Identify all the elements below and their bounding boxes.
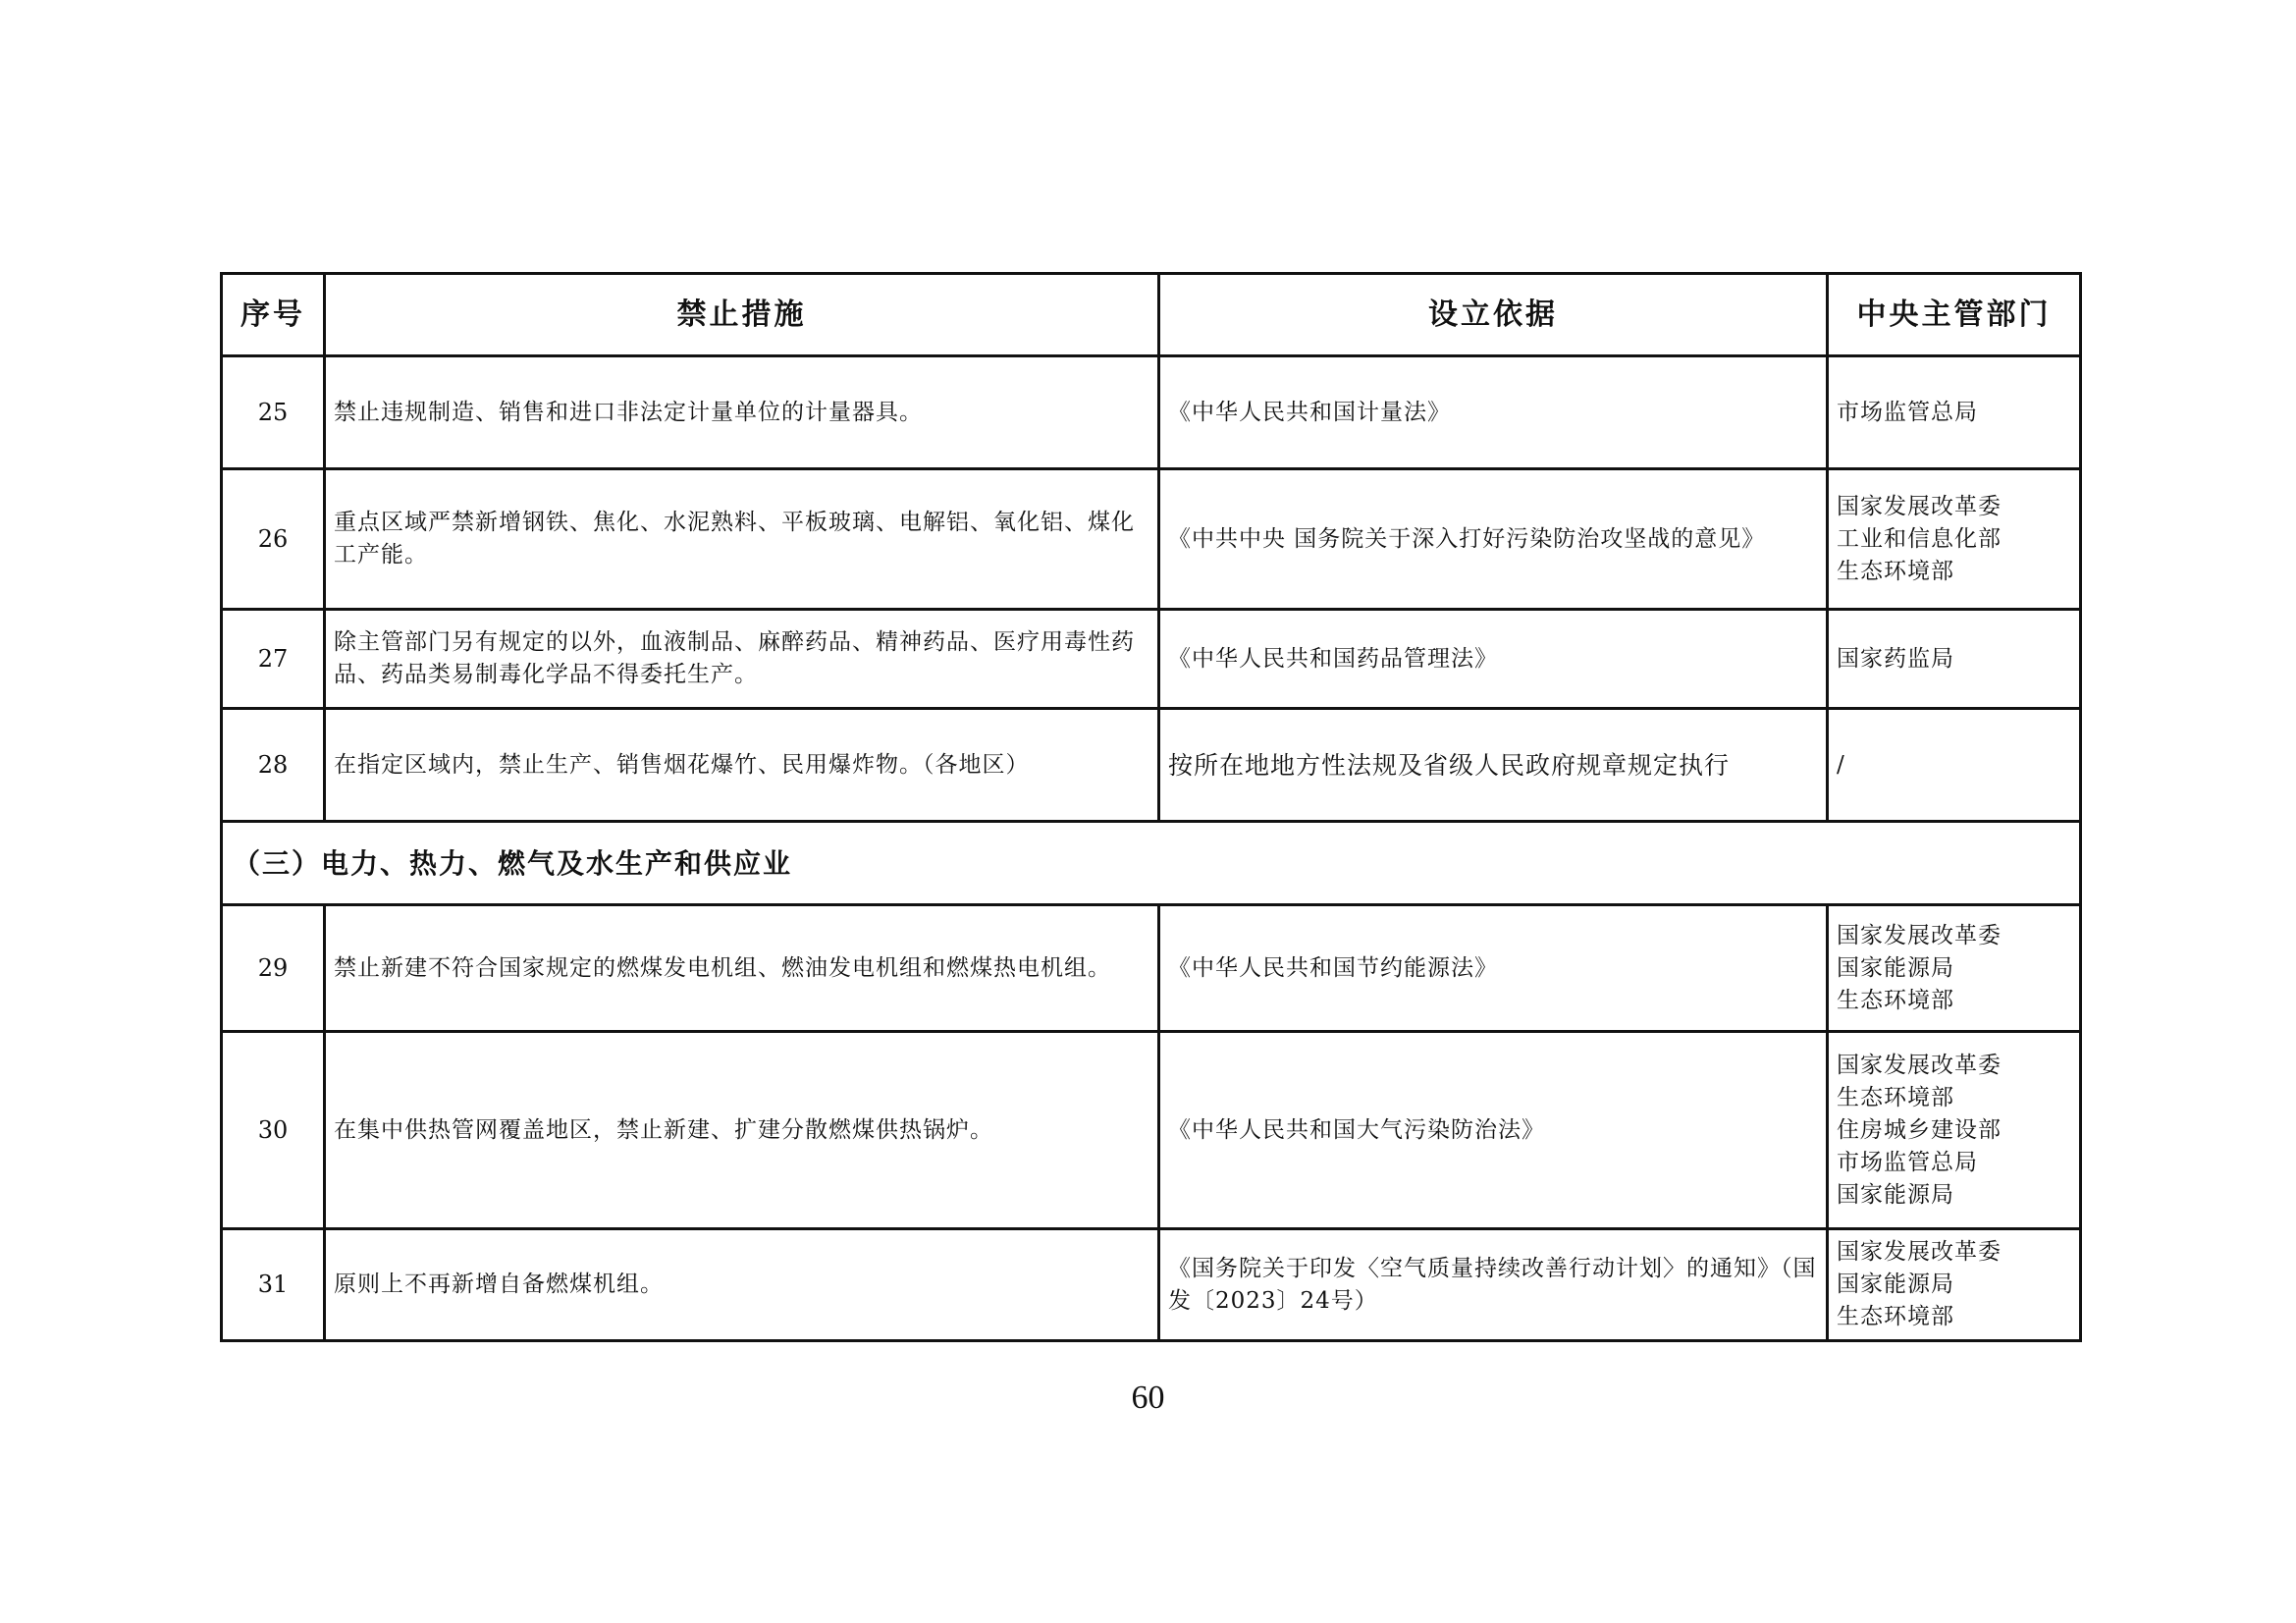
- department-name: 国家能源局: [1837, 954, 1954, 981]
- row-departments: [1828, 469, 2081, 610]
- row-basis: 《国务院关于印发〈空气质量持续改善行动计划〉的通知》（国发〔2023〕24号）: [1159, 1229, 1828, 1341]
- row-index: 30: [222, 1032, 325, 1229]
- department-name: 市场监管总局: [1837, 1149, 1978, 1175]
- row-departments: [1828, 1229, 2081, 1341]
- row-basis: 《中华人民共和国计量法》: [1159, 356, 1828, 469]
- table-row: [222, 709, 2081, 822]
- department-name: 市场监管总局: [1837, 399, 1978, 425]
- header-measure: 禁止措施: [325, 274, 1159, 356]
- row-departments: [1828, 1032, 2081, 1229]
- row-departments: [1828, 610, 2081, 709]
- row-index: 28: [222, 709, 325, 822]
- header-department: 中央主管部门: [1828, 274, 2081, 356]
- department-name: 生态环境部: [1837, 1084, 1954, 1110]
- row-basis: 《中华人民共和国节约能源法》: [1159, 905, 1828, 1032]
- department-name: 生态环境部: [1837, 1304, 1954, 1329]
- row-index: 26: [222, 469, 325, 610]
- department-name: 国家能源局: [1837, 1271, 1954, 1297]
- row-index: 29: [222, 905, 325, 1032]
- page-number: 60: [1131, 1380, 1165, 1416]
- prohibition-measures-table: [220, 272, 2082, 1342]
- row-measure: 重点区域严禁新增钢铁、焦化、水泥熟料、平板玻璃、电解铝、氧化铝、煤化工产能。: [325, 469, 1159, 610]
- row-index: 27: [222, 610, 325, 709]
- table-row: [222, 356, 2081, 469]
- table-header-row: [222, 274, 2081, 356]
- row-measure: 在指定区域内，禁止生产、销售烟花爆竹、民用爆炸物。（各地区）: [325, 709, 1159, 822]
- row-measure: 在集中供热管网覆盖地区，禁止新建、扩建分散燃煤供热锅炉。: [325, 1032, 1159, 1229]
- row-index: 31: [222, 1229, 325, 1341]
- department-name: 国家药监局: [1837, 645, 1954, 672]
- row-basis: 按所在地地方性法规及省级人民政府规章规定执行: [1159, 709, 1828, 822]
- table-row: [222, 610, 2081, 709]
- row-measure: 原则上不再新增自备燃煤机组。: [325, 1229, 1159, 1341]
- department-name: 国家发展改革委: [1837, 1052, 2002, 1078]
- row-basis: 《中共中央 国务院关于深入打好污染防治攻坚战的意见》: [1159, 469, 1828, 610]
- row-departments: [1828, 356, 2081, 469]
- row-departments: [1828, 905, 2081, 1032]
- section-row: [222, 822, 2081, 905]
- header-basis: 设立依据: [1159, 274, 1828, 356]
- department-name: /: [1837, 751, 1845, 778]
- table-row: [222, 1229, 2081, 1341]
- header-index: 序号: [222, 274, 325, 356]
- table-row: [222, 905, 2081, 1032]
- department-name: 工业和信息化部: [1837, 525, 2002, 552]
- department-name: 国家能源局: [1837, 1181, 1954, 1208]
- department-name: 国家发展改革委: [1837, 493, 2002, 519]
- department-name: 国家发展改革委: [1837, 1239, 2002, 1265]
- table-row: [222, 1032, 2081, 1229]
- row-basis: 《中华人民共和国药品管理法》: [1159, 610, 1828, 709]
- row-measure: 禁止违规制造、销售和进口非法定计量单位的计量器具。: [325, 356, 1159, 469]
- row-measure: 除主管部门另有规定的以外，血液制品、麻醉药品、精神药品、医疗用毒性药品、药品类易制毒化学品不得委托生产。: [325, 610, 1159, 709]
- row-index: 25: [222, 356, 325, 469]
- department-name: 国家发展改革委: [1837, 922, 2002, 948]
- department-name: 生态环境部: [1837, 987, 1954, 1013]
- department-name: 住房城乡建设部: [1837, 1116, 2002, 1143]
- section-title: （三）电力、热力、燃气及水生产和供应业: [222, 822, 2081, 905]
- department-name: 生态环境部: [1837, 558, 1954, 584]
- row-measure: 禁止新建不符合国家规定的燃煤发电机组、燃油发电机组和燃煤热电机组。: [325, 905, 1159, 1032]
- table-row: [222, 469, 2081, 610]
- row-basis: 《中华人民共和国大气污染防治法》: [1159, 1032, 1828, 1229]
- row-departments: [1828, 709, 2081, 822]
